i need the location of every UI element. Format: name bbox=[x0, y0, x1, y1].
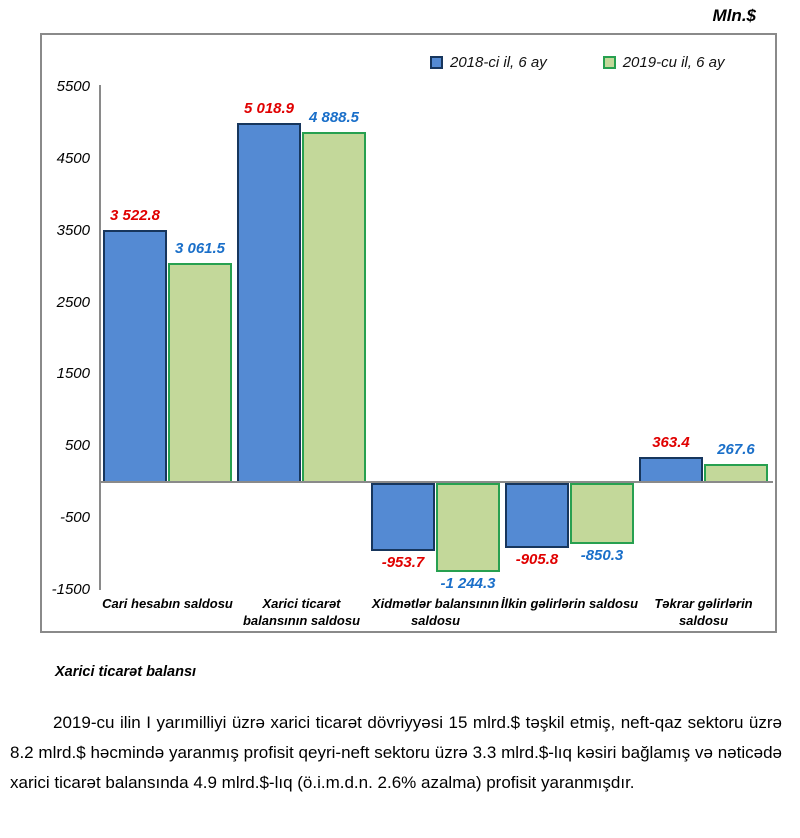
x-category-label: Təkrar gəlirlərin saldosu bbox=[654, 596, 753, 628]
bar-value-label: 3 522.8 bbox=[109, 207, 161, 225]
bar-2018 bbox=[237, 123, 301, 483]
plot-area bbox=[42, 35, 775, 631]
x-category-label: İlkin gəlirlərin saldosu bbox=[500, 596, 639, 611]
bar-value-label: 363.4 bbox=[652, 433, 690, 451]
legend-item bbox=[603, 54, 725, 71]
legend-item bbox=[430, 54, 547, 71]
y-axis-tick-label: 500 bbox=[64, 437, 90, 455]
bar-2018 bbox=[371, 483, 435, 551]
y-axis-tick-label: 3500 bbox=[56, 221, 90, 239]
y-axis-tick-label: 2500 bbox=[56, 293, 90, 311]
legend-label: 2019-cu il, 6 ay bbox=[622, 54, 725, 71]
bar-value-label: 5 018.9 bbox=[243, 99, 295, 117]
bar-2018 bbox=[505, 483, 569, 548]
bar-value-label: -1 244.3 bbox=[440, 575, 496, 593]
bar-value-label: -905.8 bbox=[515, 551, 559, 569]
x-category-label: Xidmətlər balansının saldosu bbox=[371, 596, 500, 628]
bar-value-label: -953.7 bbox=[381, 554, 425, 572]
bar-2019 bbox=[302, 132, 366, 483]
legend-label: 2018-ci il, 6 ay bbox=[450, 54, 547, 71]
body-paragraph: 2019-cu ilin I yarımilliyi üzrə xarici ticarət dövriyyəsi 15 mlrd.$ təşkil etmiş, neft-qaz sektoru üzrə 8.2 mlrd.$ həcmində yaranmış profisit qeyri-neft sektoru üzrə 3.3 mlrd.$-lıq kəsiri bağlamış və nəticədə xarici ticarət balansında 4.9 mlrd.$-lıq (ö.i.m.d.n. 2.6% azalma) profisit yaranmışdır. bbox=[10, 713, 782, 792]
bar-value-label: 267.6 bbox=[717, 440, 755, 458]
bar-2019 bbox=[570, 483, 634, 544]
bar-chart bbox=[40, 33, 777, 633]
bar-2018 bbox=[103, 230, 167, 483]
y-axis-tick-label: -500 bbox=[59, 508, 90, 526]
x-category-label: Xarici ticarət balansının saldosu bbox=[242, 596, 361, 628]
bar-2019 bbox=[168, 263, 232, 483]
y-axis-tick-label: 5500 bbox=[56, 78, 90, 96]
y-axis-tick-label: -1500 bbox=[51, 580, 90, 598]
x-category-label: Cari hesabın saldosu bbox=[102, 596, 233, 611]
zero-baseline bbox=[99, 481, 773, 483]
chart-legend bbox=[430, 54, 724, 71]
section-heading: Xarici ticarət balansı bbox=[55, 664, 197, 680]
y-axis-tick-label: 1500 bbox=[56, 365, 90, 383]
bar-2018 bbox=[639, 457, 703, 483]
bar-value-label: 4 888.5 bbox=[308, 109, 360, 126]
bar-value-label: 3 061.5 bbox=[174, 240, 226, 258]
legend-swatch-icon bbox=[603, 56, 616, 69]
axis-unit-label: Mln.$ bbox=[712, 6, 756, 25]
bar-value-label: -850.3 bbox=[580, 547, 624, 565]
y-axis-line bbox=[99, 85, 101, 590]
y-axis-tick-label: 4500 bbox=[56, 149, 90, 167]
legend-swatch-icon bbox=[430, 56, 443, 69]
